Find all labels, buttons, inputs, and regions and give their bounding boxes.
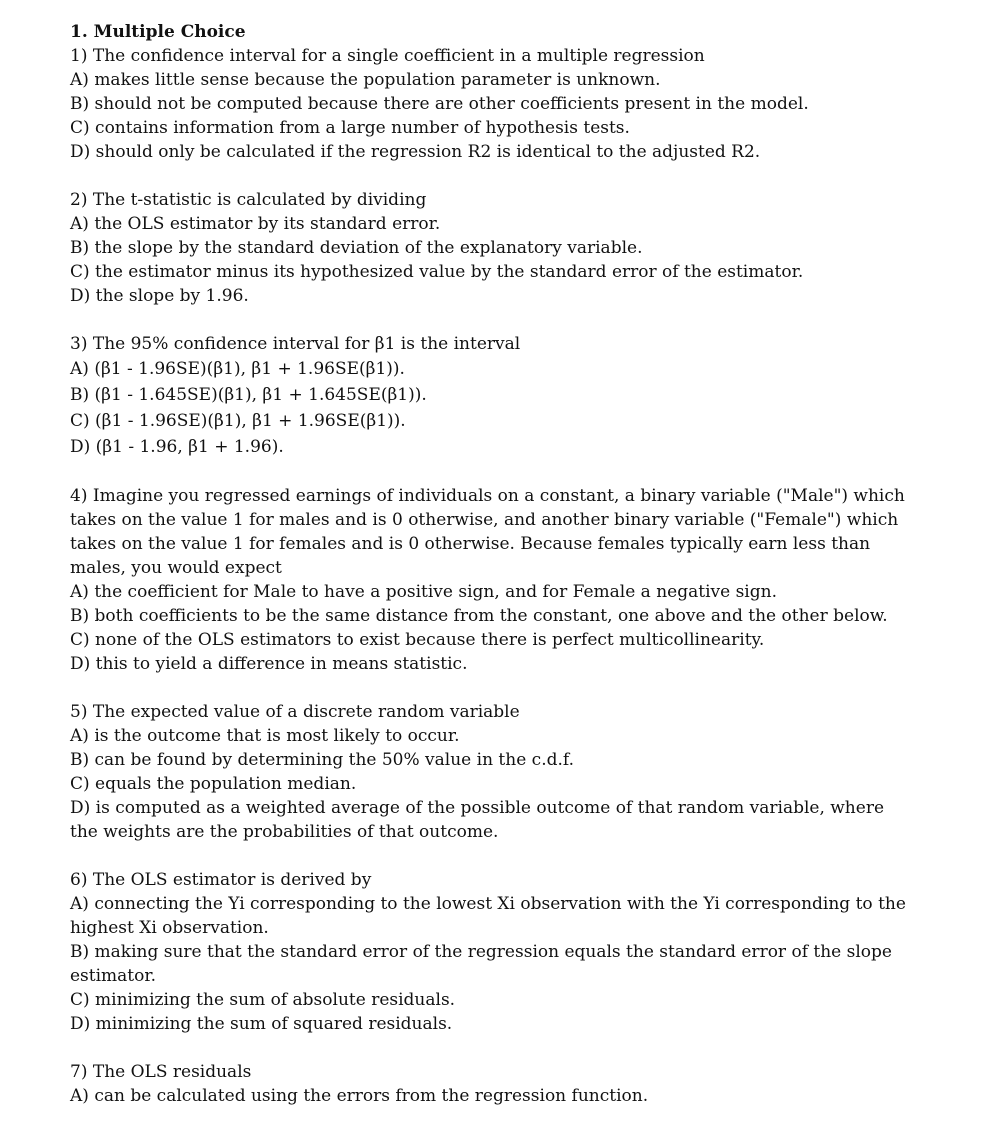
question-6	[70, 868, 910, 1036]
option-c: C) equals the population median.	[70, 774, 357, 794]
option-d: D) the slope by 1.96.	[70, 286, 249, 306]
option-c: C) the estimator minus its hypothesized value by the standard error of the estimator.	[70, 262, 804, 282]
question-stem: 7) The OLS residuals	[70, 1062, 252, 1082]
option-c: C) (β1 - 1.96SE)(β1), β1 + 1.96SE(β1)).	[70, 411, 406, 431]
option-b: B) (β1 - 1.645SE)(β1), β1 + 1.645SE(β1)).	[70, 385, 427, 405]
question-stem: 1) The confidence interval for a single coefficient in a multiple regression	[70, 46, 705, 66]
option-b: B) should not be computed because there are other coefficients present in the model.	[70, 94, 809, 114]
question-7	[70, 1060, 910, 1108]
option-d: D) minimizing the sum of squared residuals.	[70, 1014, 453, 1034]
option-a: A) the OLS estimator by its standard error.	[70, 214, 441, 234]
option-a: A) the coefficient for Male to have a positive sign, and for Female a negative sign.	[70, 582, 777, 602]
question-stem: 2) The t-statistic is calculated by dividing	[70, 190, 427, 210]
question-stem: 3) The 95% confidence interval for β1 is the interval	[70, 334, 521, 354]
option-a: A) makes little sense because the population parameter is unknown.	[70, 70, 661, 90]
option-d: D) is computed as a weighted average of the possible outcome of that random variable, where the weights are the probabilities of that outcome.	[70, 798, 885, 842]
question-1	[70, 44, 910, 164]
option-b: B) can be found by determining the 50% value in the c.d.f.	[70, 750, 574, 770]
option-d: D) this to yield a difference in means statistic.	[70, 654, 468, 674]
option-c: C) none of the OLS estimators to exist because there is perfect multicollinearity.	[70, 630, 765, 650]
option-d: D) should only be calculated if the regression R2 is identical to the adjusted R2.	[70, 142, 761, 162]
option-d: D) (β1 - 1.96, β1 + 1.96).	[70, 437, 284, 457]
option-c: C) contains information from a large number of hypothesis tests.	[70, 118, 630, 138]
option-b: B) making sure that the standard error of the regression equals the standard error of the slope estimator.	[70, 942, 892, 986]
section-title: 1. Multiple Choice	[70, 22, 246, 42]
option-c: C) minimizing the sum of absolute residuals.	[70, 990, 456, 1010]
option-b: B) the slope by the standard deviation of the explanatory variable.	[70, 238, 643, 258]
option-a: A) (β1 - 1.96SE)(β1), β1 + 1.96SE(β1)).	[70, 359, 405, 379]
option-a: A) can be calculated using the errors from the regression function.	[70, 1086, 649, 1106]
question-5	[70, 700, 910, 844]
option-a: A) is the outcome that is most likely to occur.	[70, 726, 460, 746]
question-4	[70, 484, 910, 676]
question-2	[70, 188, 910, 308]
option-a: A) connecting the Yi corresponding to the lowest Xi observation with the Yi corresponding to the highest Xi observation.	[70, 894, 906, 938]
option-b: B) both coefficients to be the same distance from the constant, one above and the other below.	[70, 606, 888, 626]
question-stem: 5) The expected value of a discrete random variable	[70, 702, 520, 722]
question-3	[70, 332, 910, 460]
question-stem: 6) The OLS estimator is derived by	[70, 870, 372, 890]
question-stem: 4) Imagine you regressed earnings of individuals on a constant, a binary variable ("Male") which takes on the value 1 for males and is 0 otherwise, and another binary variable ("Female") which takes on the value 1 for females and is 0 otherwise. Because females typically earn less than males, you would expect	[70, 486, 905, 578]
